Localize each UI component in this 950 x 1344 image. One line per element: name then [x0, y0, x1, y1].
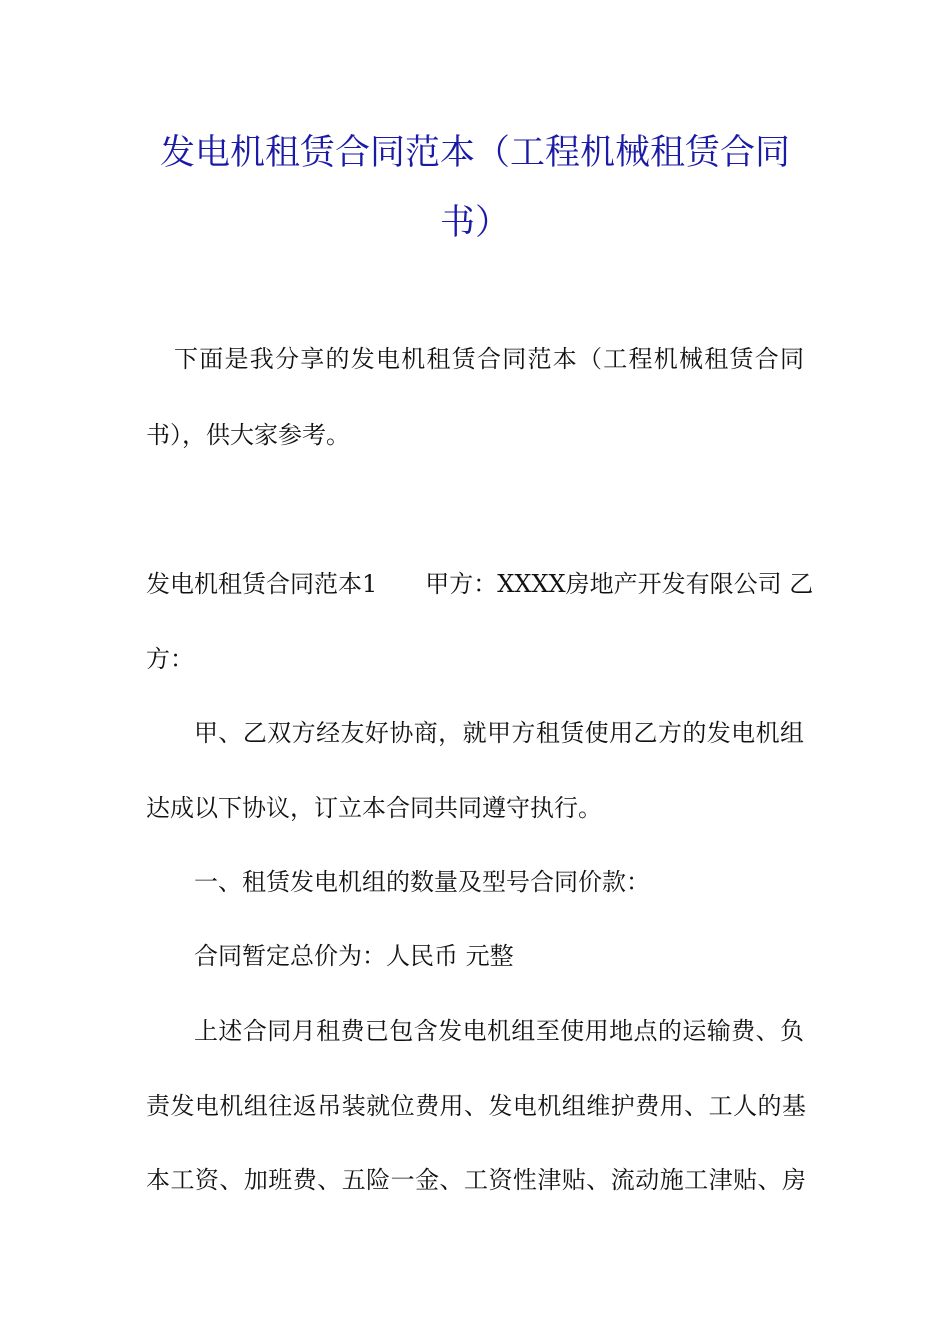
paragraph-1-line-1: 甲、乙双方经友好协商，就甲方租赁使用乙方的发电机组 [194, 719, 804, 747]
total-price-line: 合同暂定总价为：人民币 元整 [194, 942, 514, 970]
section-1-heading: 一、租赁发电机组的数量及型号合同价款： [194, 868, 650, 896]
paragraph-2-line-3: 本工资、加班费、五险一金、工资性津贴、流动施工津贴、房 [146, 1166, 806, 1194]
paragraph-2-line-2: 责发电机组往返吊装就位费用、发电机组维护费用、工人的基 [146, 1092, 806, 1120]
paragraph-1-line-2: 达成以下协议，订立本合同共同遵守执行。 [146, 794, 602, 822]
intro-line-2: 书），供大家参考。 [146, 421, 350, 449]
paragraph-2-line-1: 上述合同月租费已包含发电机组至使用地点的运输费、负 [194, 1017, 804, 1045]
title-line-2: 书） [439, 203, 510, 243]
contract-heading-line-2: 方： [146, 645, 194, 673]
title-line-1: 发电机租赁合同范本（工程机械租赁合同 [159, 133, 790, 173]
intro-line-1: 下面是我分享的发电机租赁合同范本（工程机械租赁合同 [174, 345, 804, 373]
contract-heading-line-1: 发电机租赁合同范本1 甲方：XXXX房地产开发有限公司 乙 [146, 570, 814, 598]
document-title [140, 118, 810, 258]
